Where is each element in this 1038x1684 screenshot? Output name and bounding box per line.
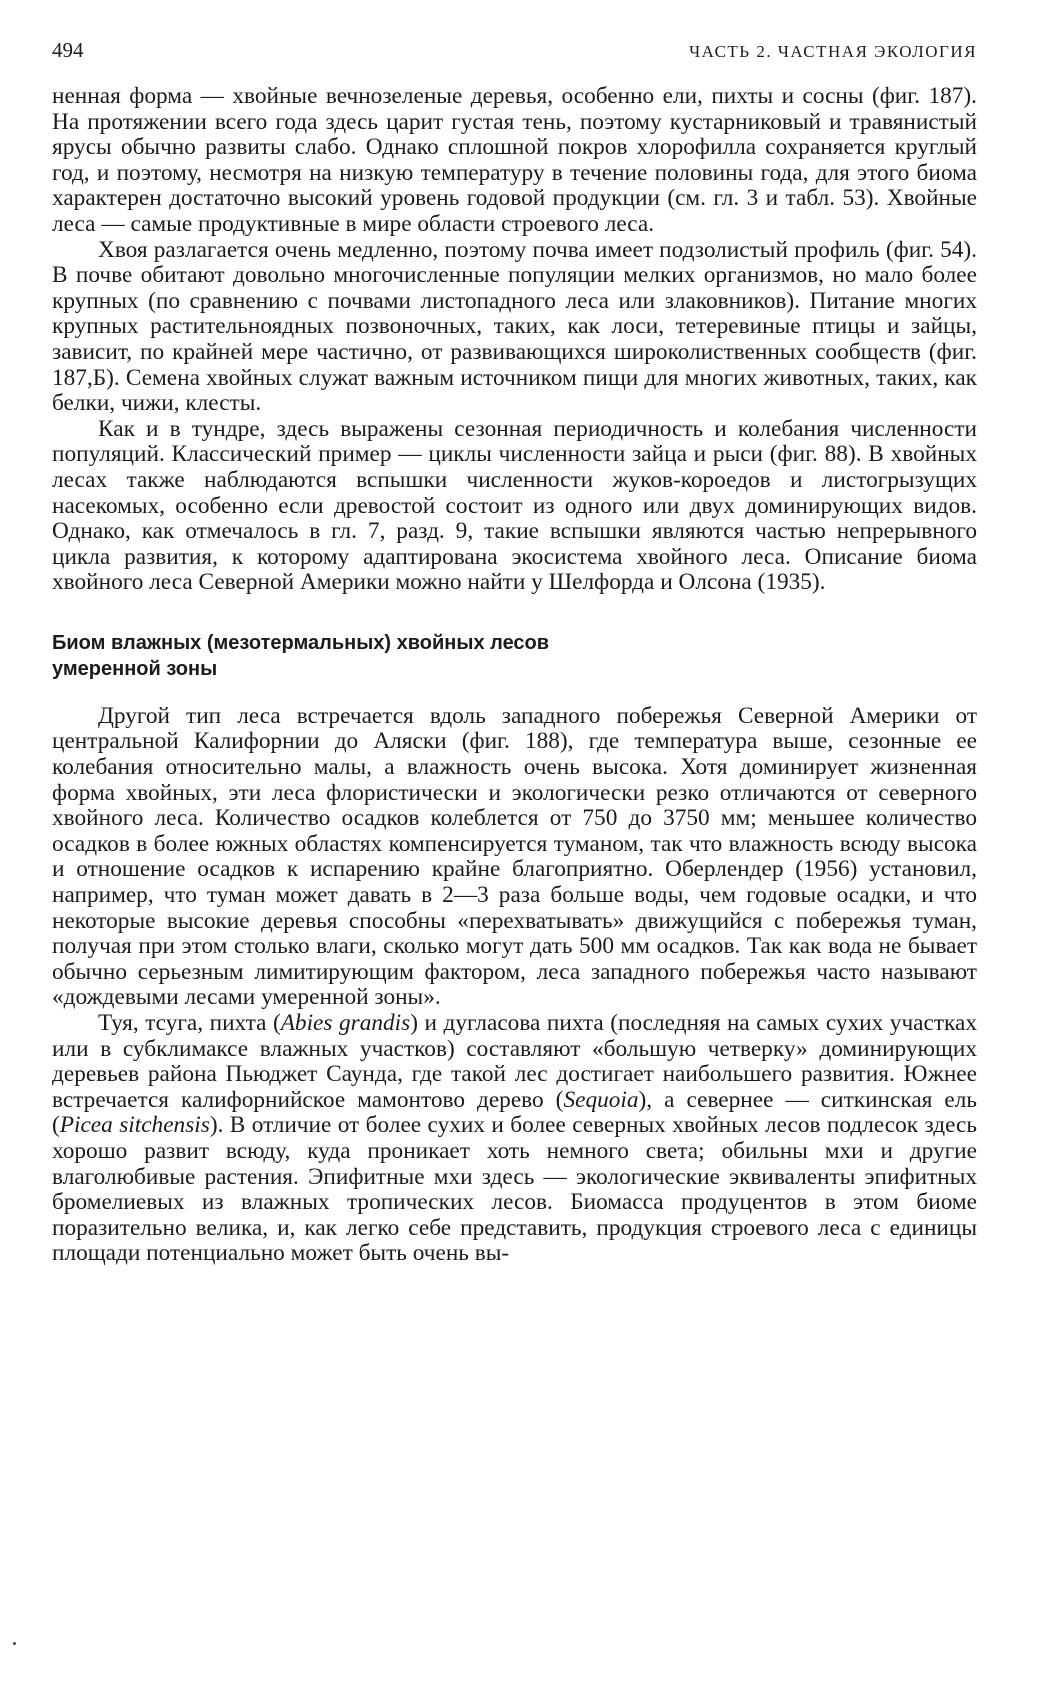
paragraph-4: Другой тип леса встречается вдоль западного побережья Северной Америки от центральной Калифорнии до Аляски (фиг. 188), где температура выше, сезонные ее колебания относительно малы, а влажность очень высока. Хотя доминирует жизненная форма хвойных, эти леса флористически и экологически резко отличаются от северного хвойного леса. Количество осадков колеблется от 750 до 3750 мм; меньшее количество осадков в более южных областях компенсируется туманом, так что влажность всюду высока и отношение осадков к испарению крайне благоприятно. Оберлендер (1956) установил, например, что туман может давать в 2—3 раза больше воды, чем годовые осадки, и что некоторые высокие деревья способны «перехватывать» движущийся с побережья туман, получая при этом столько влаги, сколько могут дать 500 мм осадков. Так как вода не бывает обычно серьезным лимитирующим фактором, леса западного побережья часто называют «дождевыми лесами умеренной зоны». [52, 702, 977, 1011]
species-picea-sitchensis: Picea sitchensis [59, 1112, 210, 1139]
paragraph-5-part-3: ), а севернее — ситкинская ель ( [52, 1086, 977, 1139]
scan-speck [13, 1642, 16, 1645]
paragraph-5-part-1: Туя, тсуга, пихта ( [98, 1010, 281, 1036]
genus-sequoia: Sequoia [563, 1086, 639, 1113]
section-heading [52, 630, 977, 682]
running-head: ЧАСТЬ 2. ЧАСТНАЯ ЭКОЛОГИЯ [689, 42, 977, 61]
paragraph-5 [52, 1011, 977, 1267]
page-number: 494 [52, 38, 84, 62]
book-page [52, 38, 977, 1267]
species-abies-grandis: Abies grandis [280, 1010, 411, 1036]
page-header [52, 38, 977, 78]
paragraph-3: Как и в тундре, здесь выражены сезонная периодичность и колебания численности популяций. Классический пример — циклы численности зайца и рыси (фиг. 88). В хвойных лесах также наблюдаются вспышки численности жуков-короедов и листогрызущих насекомых, особенно если древостой состоит из одного или двух доминирующих видов. Однако, как отмечалось в гл. 7, разд. 9, такие вспышки являются частью непрерывного цикла развития, к которому адаптирована экосистема хвойного леса. Описание биома хвойного леса Северной Америки можно найти у Шелфорда и Олсона (1935). [52, 415, 977, 596]
paragraph-2: Хвоя разлагается очень медленно, поэтому почва имеет подзолистый профиль (фиг. 54). В почве обитают довольно многочисленные популяции мелких организмов, но мало более крупных (по сравнению с почвами листопадного леса или злаковников). Питание многих крупных растительноядных позвоночных, таких, как лоси, тетеревиные птицы и зайцы, зависит, по крайней мере частично, от развивающихся широколиственных сообществ (фиг. 187,Б). Семена хвойных служат важным источником пищи для многих животных, таких, как белки, чижи, клесты. [52, 236, 977, 417]
section-heading-line-2: умеренной зоны [52, 657, 218, 680]
paragraph-5-part-4: ). В отличие от более сухих и более северных хвойных лесов подлесок здесь хорошо развит всюду, куда проникает хоть немного света; обильны мхи и другие влаголюбивые растения. Эпифитные мхи здесь — экологические эквиваленты эпифитных бромелиевых из влажных тропических лесов. Биомасса продуцентов в этом биоме поразительно велика, и, как легко себе представить, продукция строевого леса с единицы площади потенциально может быть очень вы- [52, 1112, 977, 1267]
section-heading-line-1: Биом влажных (мезотермальных) хвойных лесов [52, 631, 550, 654]
paragraph-5-part-2: ) и дугласова пихта (последняя на самых сухих участках или в субклимаксе влажных участков) составляют «большую четверку» доминирующих деревьев района Пьюджет Саунда, где такой лес достигает наибольшего развития. Южнее встречается калифорнийское мамонтово дерево ( [52, 1010, 977, 1113]
paragraph-1: ненная форма — хвойные вечнозеленые деревья, особенно ели, пихты и сосны (фиг. 187). На протяжении всего года здесь царит густая тень, поэтому кустарниковый и травянистый ярусы обычно развиты слабо. Однако сплошной покров хлорофилла сохраняется круглый год, и поэтому, несмотря на низкую температуру в течение половины года, для этого биома характерен достаточно высокий уровень годовой продукции (см. гл. 3 и табл. 53). Хвойные леса — самые продуктивные в мире области строевого леса. [52, 83, 977, 237]
